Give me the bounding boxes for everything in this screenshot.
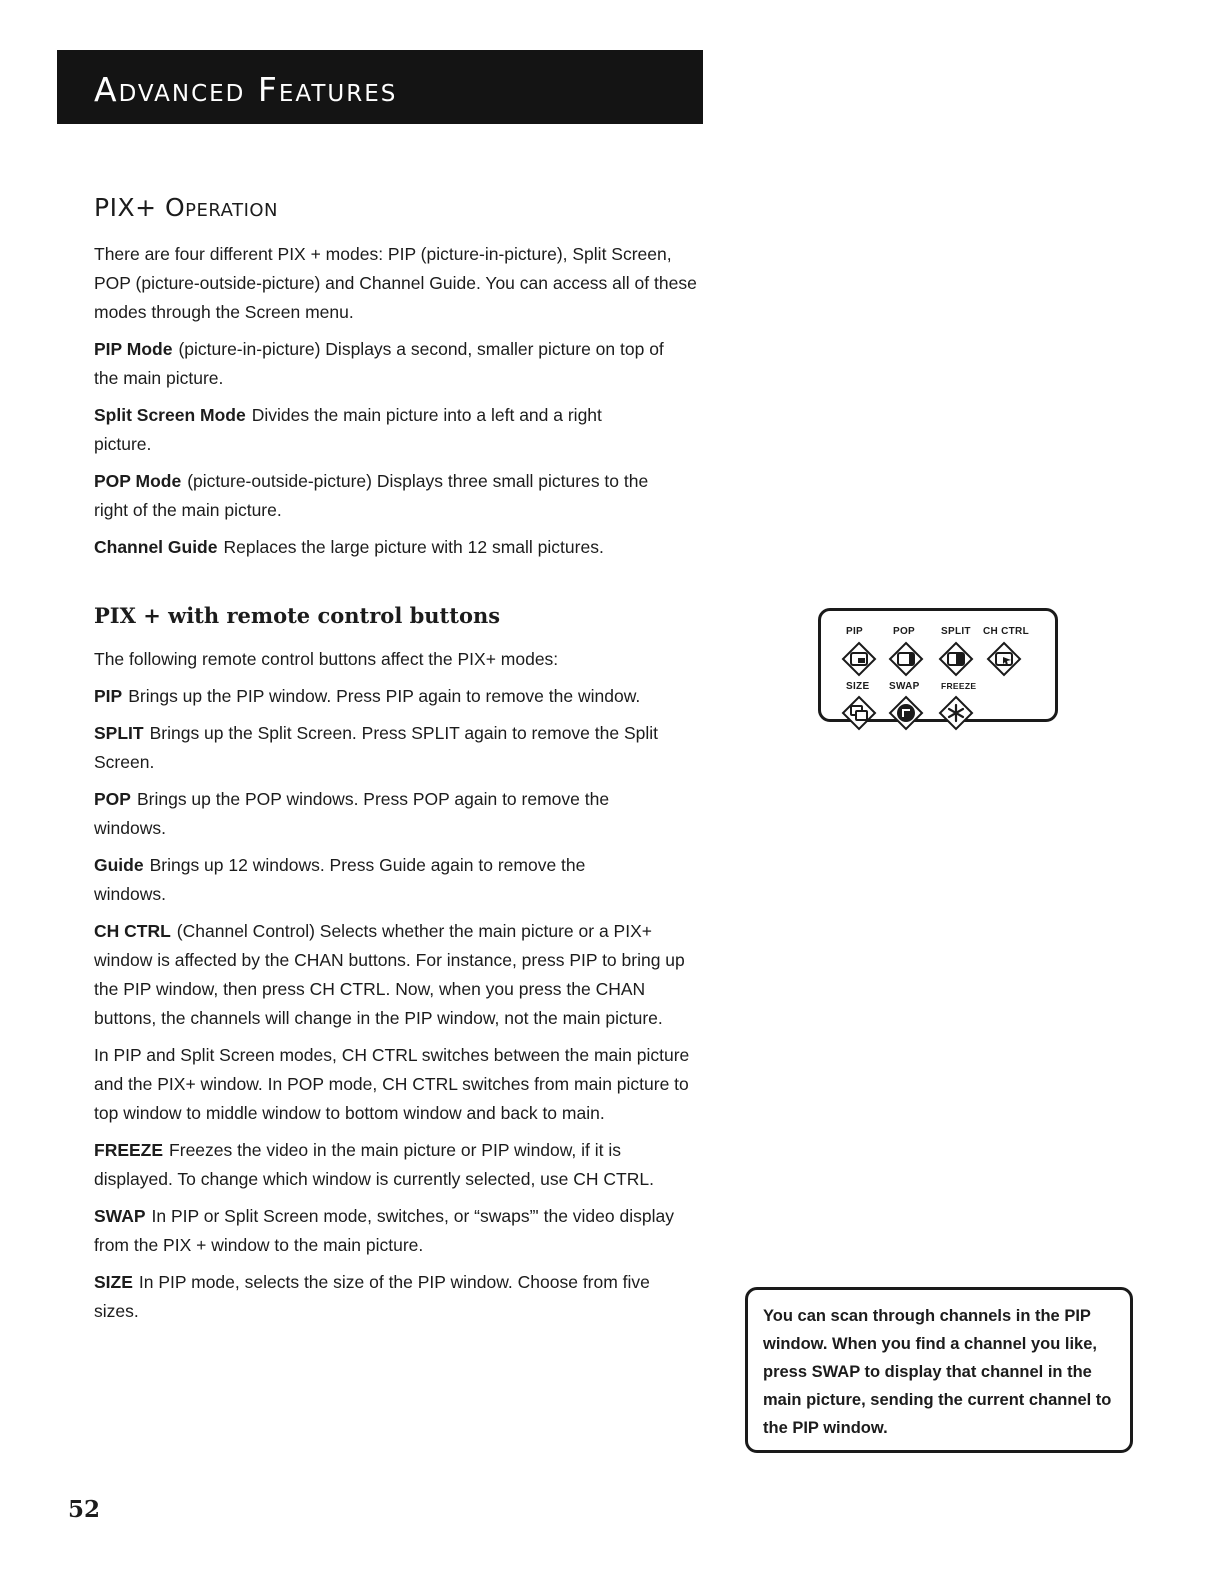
mode-pop-text: (picture-outside-picture) Displays three small pictures to the right of the main picture.: [94, 471, 649, 520]
tip-text: You can scan through channels in the PIP window. When you find a channel you like, press SWAP to display that channel in the main picture, sending the current channel to the PIP window.: [763, 1307, 1112, 1437]
page-number: 52: [68, 1496, 101, 1523]
mode-pip-text: (picture-in-picture) Displays a second, smaller picture on top of the main picture.: [94, 339, 664, 388]
item-freeze-term: FREEZE: [94, 1140, 164, 1160]
mode-pop: [94, 467, 684, 525]
item-pop-term: POP: [94, 789, 131, 809]
swap-icon[interactable]: [888, 695, 924, 731]
mode-list: [94, 335, 684, 562]
size-button-label: SIZE: [846, 681, 870, 692]
item-pip-text: Brings up the PIP window. Press PIP again to remove the window.: [128, 686, 641, 706]
remote-button-panel: [818, 608, 1058, 722]
item-guide-text: Brings up 12 windows. Press Guide again to remove the windows.: [94, 855, 586, 904]
ch-ctrl-button-label: CH CTRL: [983, 626, 1029, 637]
item-freeze-text: Freezes the video in the main picture or PIP window, if it is displayed. To change which window is currently selected, use CH CTRL.: [94, 1140, 654, 1189]
page-title: Advanced Features: [94, 70, 398, 109]
remote-button-list: [94, 645, 704, 1326]
remote-section-title: PIX + with remote control buttons: [94, 603, 501, 628]
mode-guide-term: Channel Guide: [94, 537, 218, 557]
ch-ctrl-icon[interactable]: [986, 641, 1022, 677]
item-ch-ctrl: [94, 917, 704, 1033]
pop-button-label: POP: [893, 626, 916, 637]
pip-button-label: PIP: [846, 626, 864, 637]
item-pop-text: Brings up the POP windows. Press POP again to remove the windows.: [94, 789, 610, 838]
mode-split-term: Split Screen Mode: [94, 405, 246, 425]
split-icon[interactable]: [938, 641, 974, 677]
item-pip-term: PIP: [94, 686, 123, 706]
swap-button-label: SWAP: [889, 681, 920, 692]
section-title: PIX+ Operation: [94, 193, 279, 222]
item-ch-ctrl-term: CH CTRL: [94, 921, 171, 941]
item-size-text: In PIP mode, selects the size of the PIP window. Choose from five sizes.: [94, 1272, 650, 1321]
item-guide-term: Guide: [94, 855, 144, 875]
mode-pop-term: POP Mode: [94, 471, 182, 491]
freeze-button-label: FREEZE: [941, 681, 977, 691]
item-swap-term: SWAP: [94, 1206, 146, 1226]
remote-intro: The following remote control buttons affect the PIX+ modes:: [94, 649, 559, 669]
item-guide: [94, 851, 614, 909]
item-swap: [94, 1202, 684, 1260]
item-size: [94, 1268, 684, 1326]
item-size-term: SIZE: [94, 1272, 133, 1292]
item-pip: [94, 682, 704, 711]
tip-box: [745, 1287, 1133, 1453]
pip-icon[interactable]: [841, 641, 877, 677]
item-ch-ctrl-text: (Channel Control) Selects whether the main picture or a PIX+ window is affected by the CHAN buttons. For instance, press PIP to bring up the PIP window, then press CH CTRL. Now, when you press the CHAN buttons, the channels will change in the PIP window, not the main picture.: [94, 921, 685, 1028]
item-split-term: SPLIT: [94, 723, 144, 743]
pop-icon[interactable]: [888, 641, 924, 677]
mode-split: [94, 401, 624, 459]
item-pop: [94, 785, 664, 843]
header-bar: [57, 50, 703, 124]
item-swap-text: In PIP or Split Screen mode, switches, or “swaps”' the video display from the PIX + window to the main picture.: [94, 1206, 674, 1255]
mode-guide: [94, 533, 684, 562]
intro-paragraph: There are four different PIX + modes: PIP (picture-in-picture), Split Screen, POP (picture-outside-picture) and Channel Guide. You can access all of these modes through the Screen menu.: [94, 244, 697, 322]
size-icon[interactable]: [841, 695, 877, 731]
item-split-text: Brings up the Split Screen. Press SPLIT again to remove the Split Screen.: [94, 723, 659, 772]
intro-block: [94, 240, 709, 327]
ch-ctrl-note: In PIP and Split Screen modes, CH CTRL switches between the main picture and the PIX+ window. In POP mode, CH CTRL switches from main picture to top window to middle window to bottom window and back to main.: [94, 1045, 690, 1123]
mode-guide-text: Replaces the large picture with 12 small pictures.: [223, 537, 604, 557]
split-button-label: SPLIT: [941, 626, 971, 637]
mode-pip: [94, 335, 684, 393]
mode-split-text: Divides the main picture into a left and a right picture.: [94, 405, 602, 454]
freeze-icon[interactable]: [938, 695, 974, 731]
item-freeze: [94, 1136, 684, 1194]
item-split: [94, 719, 664, 777]
mode-pip-term: PIP Mode: [94, 339, 173, 359]
